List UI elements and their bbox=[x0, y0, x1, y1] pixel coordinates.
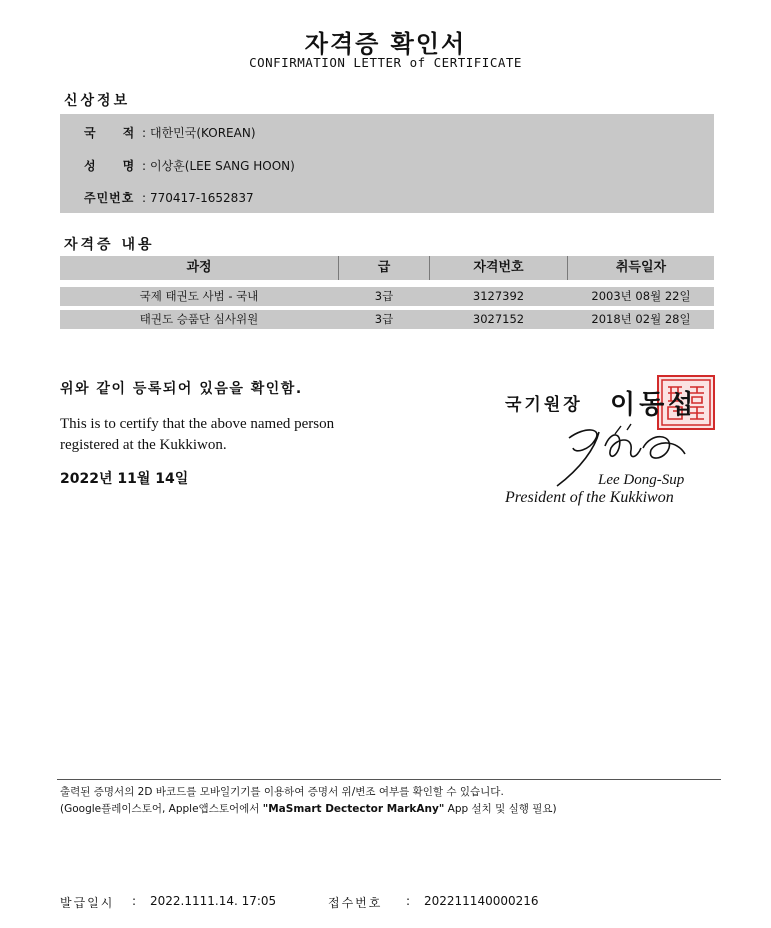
id-number-label: 주민번호 bbox=[84, 191, 135, 205]
issue-datetime-value: 2022.1111.14. 17:05 bbox=[150, 894, 277, 908]
row-acquired-date: 2003년 08월 22일 bbox=[591, 289, 691, 303]
nationality-colon: : bbox=[142, 126, 147, 140]
president-title-korean: 국기원장 bbox=[505, 395, 583, 415]
president-name-korean: 이동섭 bbox=[610, 390, 698, 420]
confirmation-english: This is to certify that the above named person registered at the Kukkiwon. bbox=[60, 416, 335, 453]
president-name-english: Lee Dong-Sup bbox=[598, 472, 685, 488]
issue-date: 2022년 11월 14일 bbox=[60, 471, 189, 487]
id-number-value: 770417-1652837 bbox=[150, 191, 254, 205]
qualification-section-title: 자격증 내용 bbox=[64, 237, 155, 253]
issue-datetime-label: 발급일시 bbox=[60, 896, 115, 910]
receipt-number-label: 접수번호 bbox=[328, 896, 383, 910]
row-course: 태권도 승품단 심사위원 bbox=[139, 312, 259, 326]
footer-app-prefix: (Google플레이스토어, Apple앱스토어에서 bbox=[60, 803, 263, 815]
row-acquired-date: 2018년 02월 28일 bbox=[591, 312, 691, 326]
receipt-number-colon: : bbox=[406, 894, 411, 908]
column-header-course: 과정 bbox=[60, 256, 338, 280]
president-title-english: President of the Kukkiwon bbox=[505, 489, 674, 506]
row-cert-number: 3027152 bbox=[472, 312, 525, 326]
header-divider bbox=[429, 256, 430, 280]
issue-datetime-colon: : bbox=[132, 894, 137, 908]
document-title: 자격증 확인서 bbox=[304, 30, 467, 58]
footer-notice: 출력된 증명서의 2D 바코드를 모바일기기를 이용하여 증명서 위/변조 여부를 확인할 수 있습니다. bbox=[60, 786, 504, 798]
name-row bbox=[84, 157, 295, 174]
header-divider bbox=[567, 256, 568, 280]
row-cert-number: 3127392 bbox=[472, 289, 525, 303]
column-header-grade: 급 bbox=[339, 256, 429, 280]
header-divider bbox=[338, 256, 339, 280]
document-subtitle: CONFIRMATION LETTER of CERTIFICATE bbox=[249, 55, 522, 70]
name-label: 성 명 bbox=[84, 159, 136, 173]
nationality-value: 대한민국(KOREAN) bbox=[150, 126, 256, 140]
footer-app-name: "MaSmart Dectector MarkAny" bbox=[262, 803, 445, 815]
row-grade: 3급 bbox=[374, 289, 394, 303]
confirmation-korean: 위와 같이 등록되어 있음을 확인함. bbox=[60, 381, 303, 397]
footer-app-suffix: App 설치 및 실행 필요) bbox=[444, 803, 557, 815]
name-value: 이상훈(LEE SANG HOON) bbox=[150, 159, 295, 173]
footer-divider bbox=[57, 779, 721, 780]
personal-section-title: 신상정보 bbox=[64, 93, 131, 109]
name-colon: : bbox=[142, 159, 147, 173]
row-course: 국제 태권도 사범 - 국내 bbox=[139, 289, 259, 303]
row-grade: 3급 bbox=[374, 312, 394, 326]
personal-info-box bbox=[60, 114, 714, 213]
table-row bbox=[60, 287, 714, 306]
receipt-number-value: 202211140000216 bbox=[424, 894, 539, 908]
nationality-label: 국 적 bbox=[84, 126, 136, 140]
column-header-cert-number: 자격번호 bbox=[430, 256, 567, 280]
nationality-row bbox=[84, 124, 256, 141]
table-row bbox=[60, 310, 714, 329]
footer-app-notice bbox=[60, 801, 557, 816]
id-number-colon: : bbox=[142, 191, 147, 205]
id-number-row bbox=[84, 189, 254, 206]
column-header-acquired-date: 취득일자 bbox=[568, 256, 714, 280]
